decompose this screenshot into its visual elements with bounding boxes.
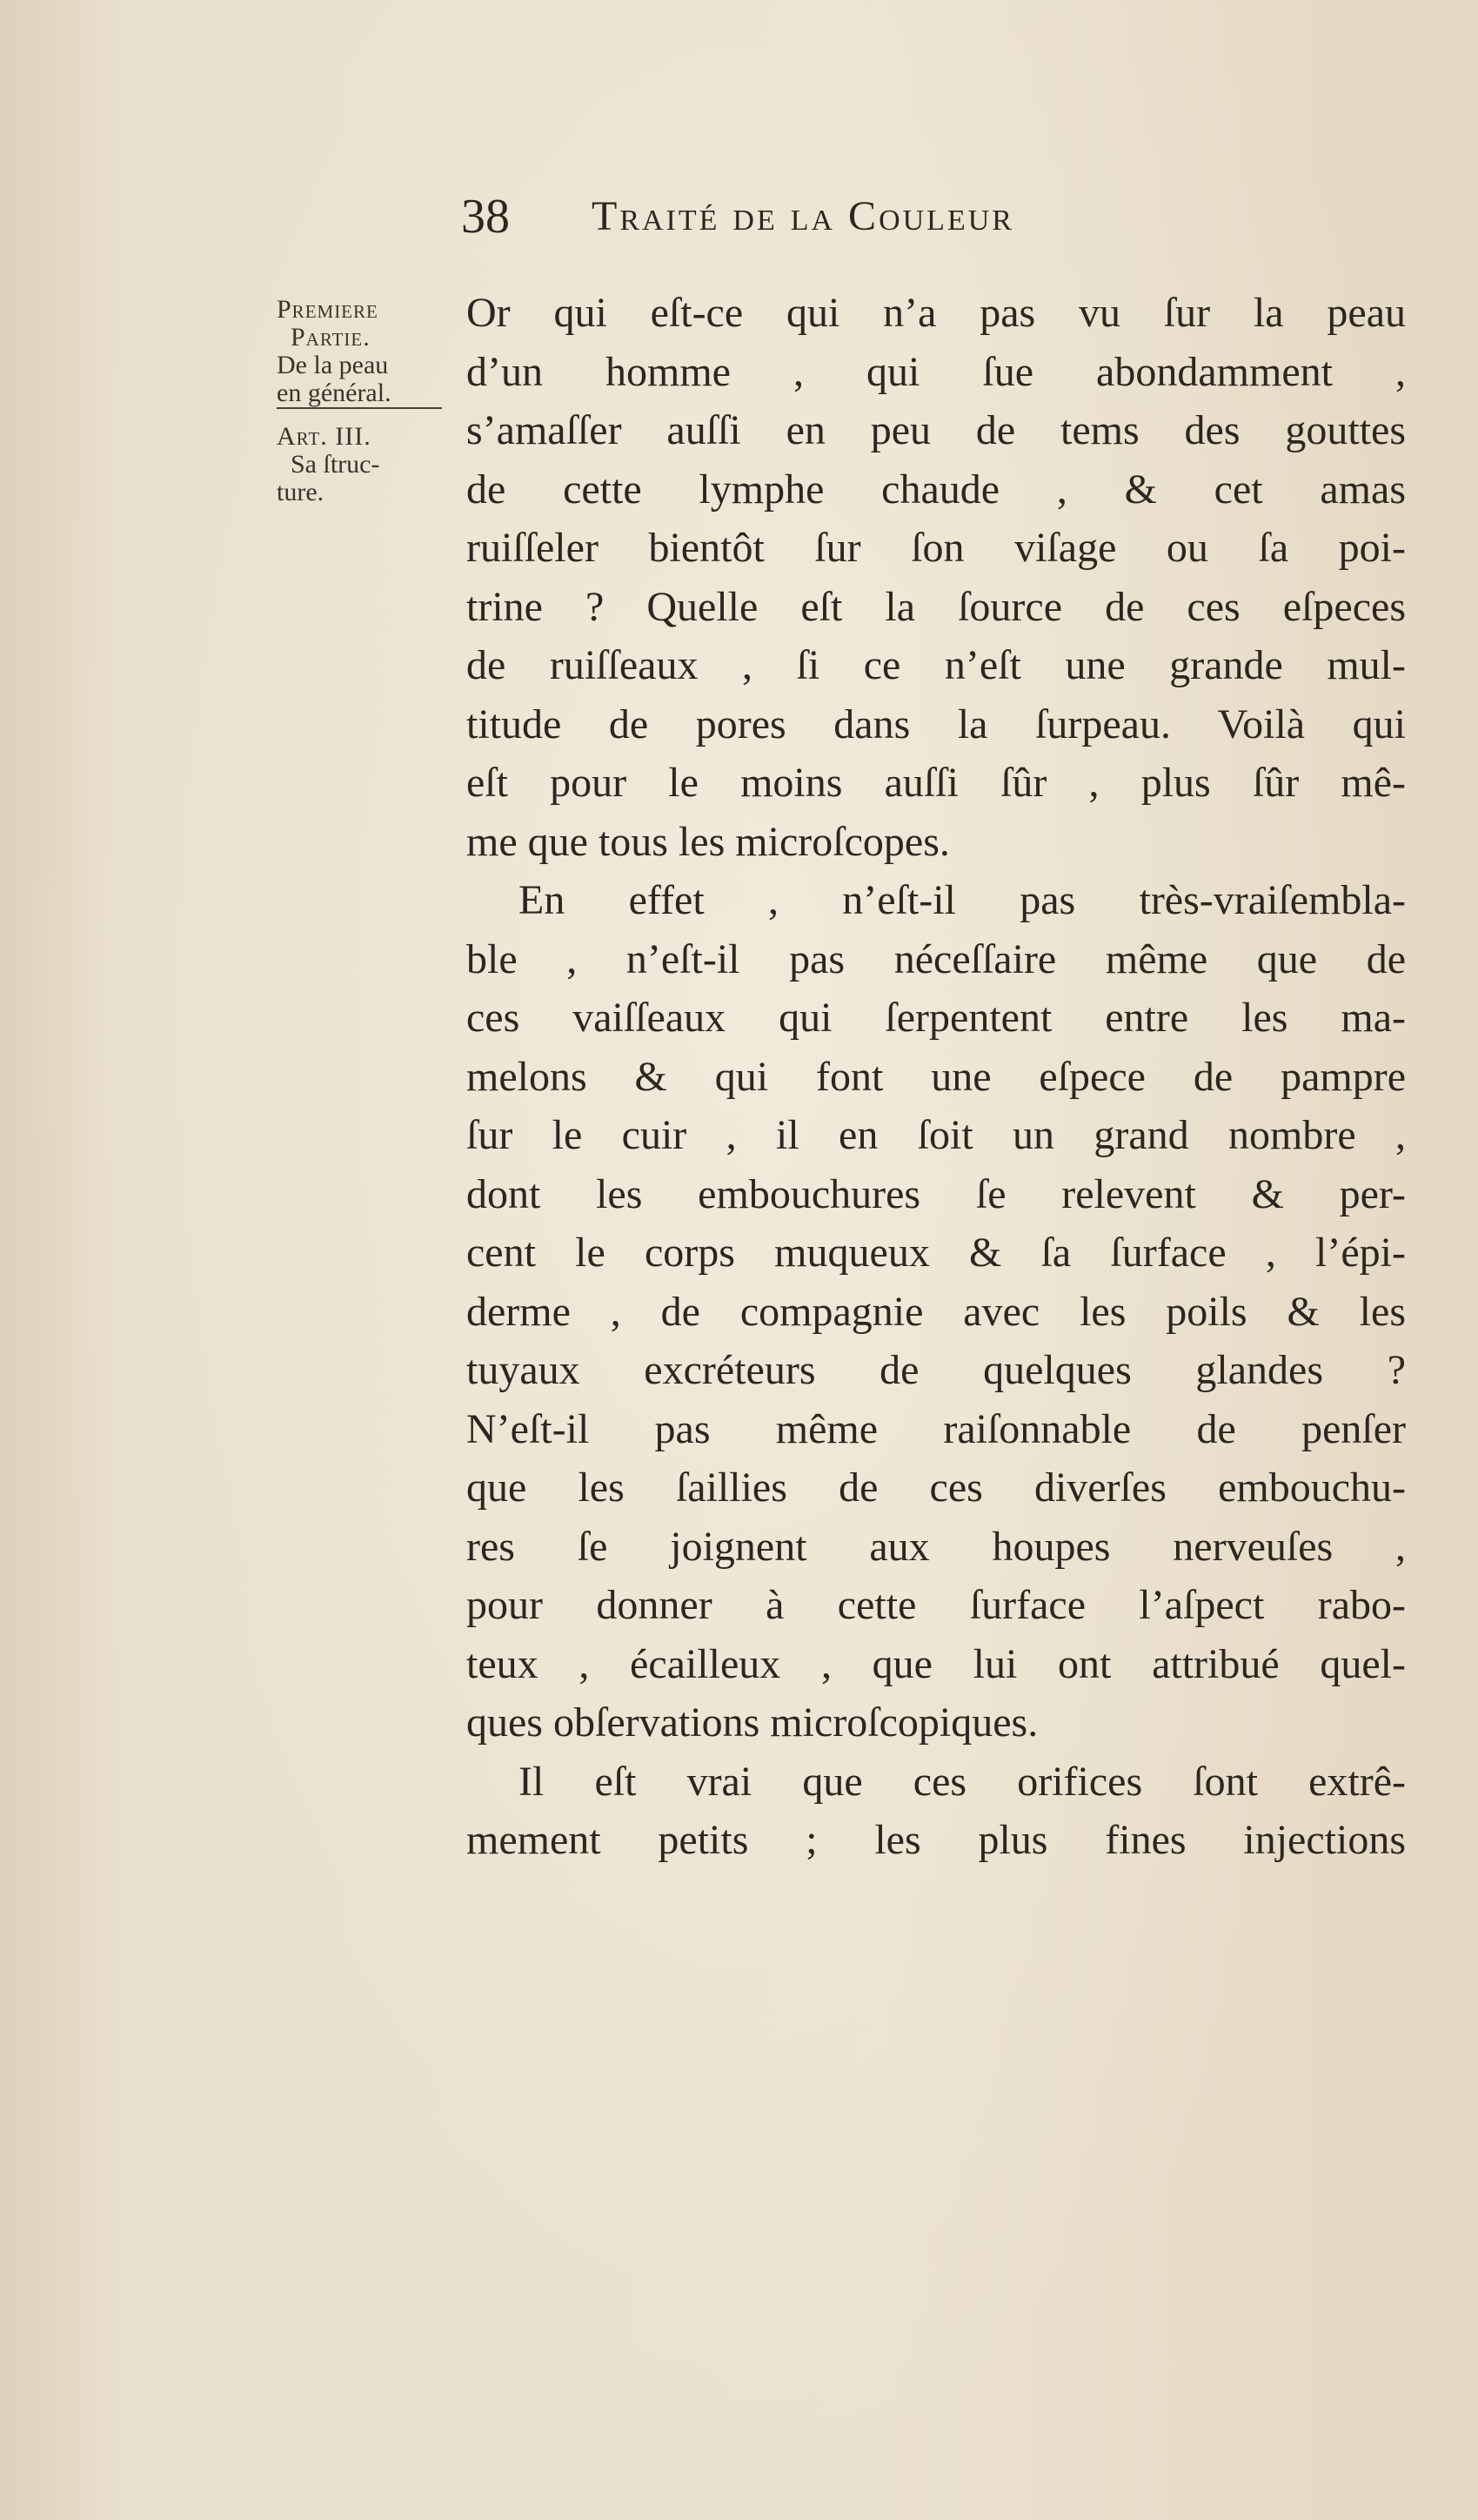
body-text [466,284,1406,1870]
page-header [461,186,1374,247]
text-line: Or qui eſt-ce qui n’a pas vu ſur la peau [466,290,1406,336]
margin-note-part-label: Partie. [291,323,371,352]
text-line: titude de pores dans la ſurpeau. Voilà qui [466,700,1406,747]
text-line: ble , n’eſt-il pas néceſſaire même que de [466,935,1406,982]
text-line: cent le corps muqueux & ſa ſurface , l’épi- [466,1230,1406,1276]
text-line: derme , de compagnie avec les poils & les [466,1288,1406,1335]
text-line: En effet , n’eſt-il pas très-vraiſembla- [518,877,1406,923]
text-line: N’eſt-il pas même raiſonnable de penſer [466,1405,1406,1452]
page-number: 38 [461,190,510,244]
text-line: tuyaux excréteurs de quelques glandes ? [466,1347,1406,1393]
text-line: dont les embouchures ſe relevent & per- [466,1170,1406,1217]
text-line: eſt pour le moins auſſi ſûr , plus ſûr mê- [466,760,1406,806]
text-line: ruiſſeler bientôt ſur ſon viſage ou ſa poi- [466,525,1406,571]
text-line: teux , écailleux , que lui ont attribué quel- [466,1640,1406,1687]
margin-note-subject: Sa ſtruc- [291,450,380,479]
text-line: Il eſt vrai que ces orifices ſont extrê- [518,1758,1406,1805]
text-line: de ruiſſeaux , ſi ce n’eſt une grande mul- [466,642,1406,688]
text-line: ques obſervations microſcopiques. [466,1699,1039,1746]
margin-note-topic-cont: en général. [277,379,442,409]
text-line: mement petits ; les plus fines injections [466,1817,1406,1863]
text-line: res ſe joignent aux houpes nerveuſes , [466,1523,1406,1570]
text-line: pour donner à cette ſurface l’aſpect rabo- [466,1582,1406,1628]
margin-note-part: Premiere [277,295,378,324]
text-line: ces vaiſſeaux qui ſerpentent entre les ma- [466,995,1406,1041]
text-line: me que tous les microſcopes. [466,818,950,865]
margin-note-topic: De la peau [277,351,389,379]
text-line: melons & qui font une eſpece de pampre [466,1053,1406,1100]
margin-note-subject-cont: ture. [277,478,324,506]
text-line: s’amaſſer auſſi en peu de tems des gouttes [466,407,1406,453]
text-line: ſur le cuir , il en ſoit un grand nombre , [466,1112,1406,1158]
text-line: trine ? Quelle eſt la ſource de ces eſpeces [466,583,1406,630]
margin-notes [277,296,464,506]
text-line: d’un homme , qui ſue abondamment , [466,348,1406,395]
text-line: de cette lymphe chaude , & cet amas [466,466,1406,513]
text-line: que les ſaillies de ces diverſes embouchu- [466,1464,1406,1511]
margin-note-article: Art. III. [277,422,371,451]
running-title: Traité de la Couleur [592,193,1014,239]
